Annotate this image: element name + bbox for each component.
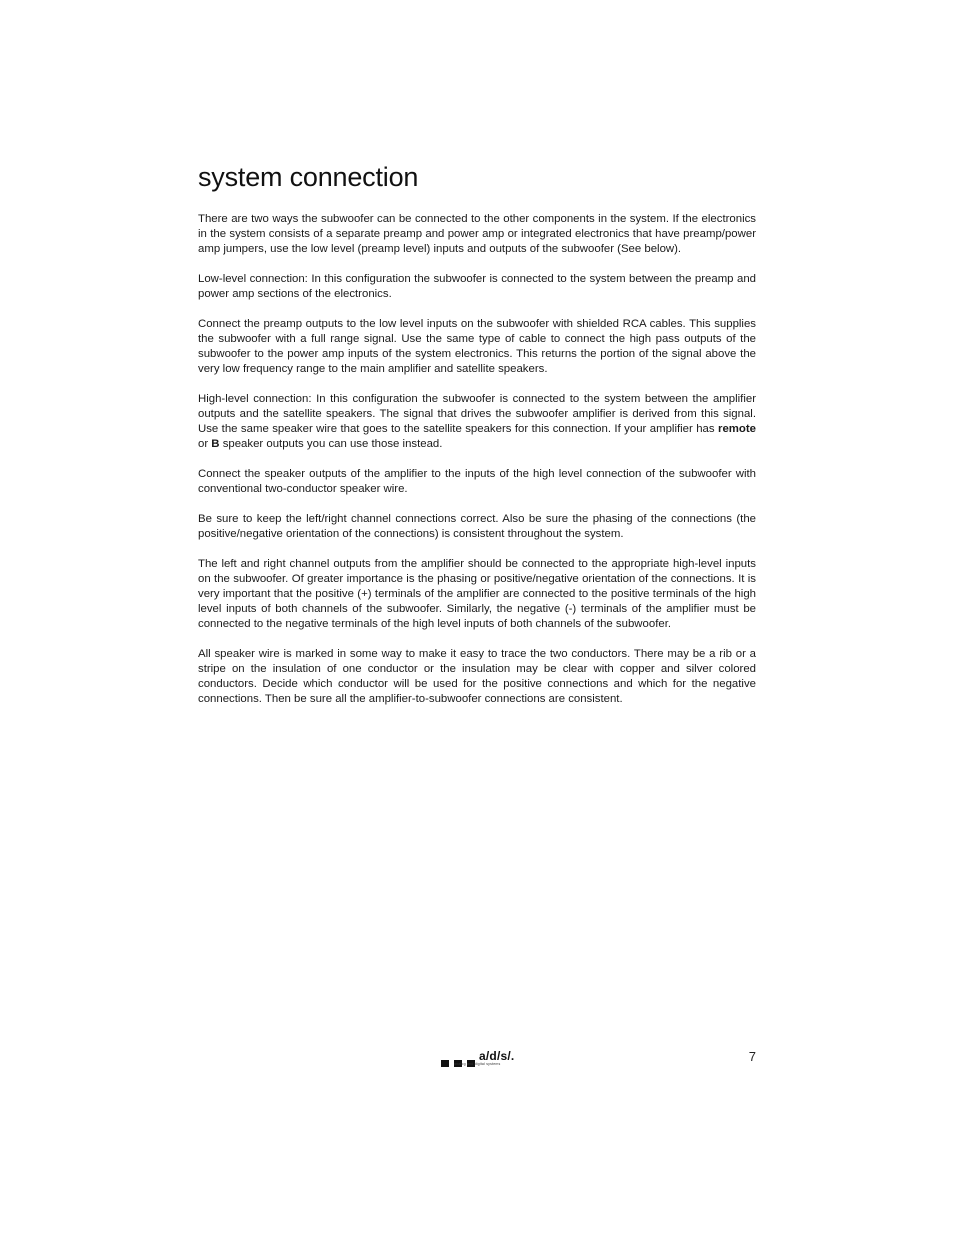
high-level-text-c: speaker outputs you can use those instead. bbox=[219, 438, 443, 450]
remote-bold-text: remote bbox=[718, 423, 756, 435]
intro-paragraph: There are two ways the subwoofer can be connected to the other components in the system. If the electronics in the system consists of a separate preamp and power amp or integrated electronics that have preamp/power amp jumpers, use the low level (preamp level) inputs and outputs of the subwoofer (See below). bbox=[198, 213, 756, 255]
page-content bbox=[198, 162, 756, 722]
high-level-paragraph bbox=[198, 392, 756, 452]
high-level-text-b: or bbox=[198, 438, 212, 450]
left-right-paragraph: Be sure to keep the left/right channel connections correct. Also be sure the phasing of the connections (the positive/negative orientation of the connections) is consistent throughout the system. bbox=[198, 513, 756, 540]
channel-outputs-paragraph: The left and right channel outputs from the amplifier should be connected to the appropriate high-level inputs on the subwoofer. Of greater importance is the phasing or positive/negative orientation of the connections. It is very important that the positive (+) terminals of the amplifier are connected to the positive terminals of the high level inputs of both channels of the subwoofer. Similarly, the negative (-) terminals of the amplifier must be connected to the negative terminals of the high level inputs of both channels of the subwoofer. bbox=[198, 558, 756, 630]
logo-text: a/d/s/. bbox=[479, 1049, 515, 1063]
logo-tagline: analog and digital systems bbox=[454, 1062, 501, 1066]
footer-logo bbox=[441, 1048, 531, 1068]
low-level-paragraph: Low-level connection: In this configuration the subwoofer is connected to the system between the preamp and power amp sections of the electronics. bbox=[198, 273, 756, 300]
preamp-connection-paragraph: Connect the preamp outputs to the low level inputs on the subwoofer with shielded RCA cables. This supplies the subwoofer with a full range signal. Use the same type of cable to connect the high pass outputs of the subwoofer to the power amp inputs of the system electronics. This returns the portion of the signal above the very low frequency range to the main amplifier and satellite speakers. bbox=[198, 318, 756, 375]
speaker-wire-paragraph: All speaker wire is marked in some way to make it easy to trace the two conductors. There may be a rib or a stripe on the insulation of one conductor or the insulation may be clear with copper and silver colored conductors. Decide which conductor will be used for the positive connections and which for the negative connections. Then be sure all the amplifier-to-subwoofer connections are consistent. bbox=[198, 648, 756, 705]
page-number: 7 bbox=[748, 1049, 756, 1064]
page-title: system connection bbox=[198, 162, 419, 192]
high-level-text-a: High-level connection: In this configuration the subwoofer is connected to the system between the amplifier outputs and the satellite speakers. The signal that drives the subwoofer amplifier is derived from this signal. Use the same speaker wire that goes to the satellite speakers for this connection. If your amplifier has bbox=[198, 393, 756, 435]
speaker-outputs-paragraph: Connect the speaker outputs of the amplifier to the inputs of the high level connection of the subwoofer with conventional two-conductor speaker wire. bbox=[198, 468, 756, 495]
b-bold-text: B bbox=[211, 438, 220, 450]
